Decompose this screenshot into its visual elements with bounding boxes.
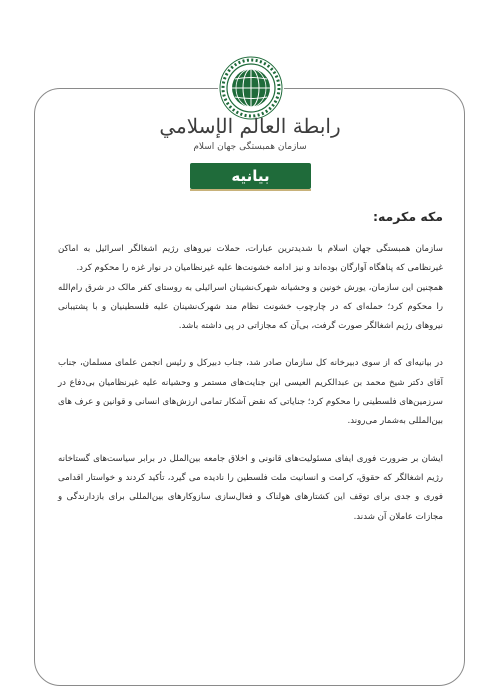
paragraph: همچنین این سازمان، یورش خونین و وحشیانه شهرک‌نشینان اسرائیلی به روستای کفر مالک در شرق رام‌الله را محکوم کرد؛ حمله‌ای که در چارچوب خشونت نظام مند شهرک‌نشینان علیه فلسطینیان و با پشتیبانی نیروهای رژیم اشغالگر صورت گرفت، بی‌آن که مجازاتی در پی داشته باشد. xyxy=(58,282,443,332)
dateline: مکه مکرمه: xyxy=(372,209,443,224)
paragraph: در بیانیه‌ای که از سوی دبیرخانه کل سازمان صادر شد، جناب دبیرکل و رئیس انجمن علمای مسلمان، جناب آقای دکتر شیخ محمد بن عبدالکریم العیسی این جنایت‌های مستمر و وحشیانه علیه غیرنظامیان بی‌دفاع در سرزمین‌های فلسطینی را محکوم کرد؛ جنایاتی که نقض آشکار تمامی ارزش‌های انسانی و قوانین و عرف های بین‌المللی به‌شمار می‌روند. xyxy=(57,358,443,427)
statement-body xyxy=(58,208,443,545)
logo xyxy=(218,55,284,121)
org-name-arabic: رابطة العالم الإسلامي xyxy=(159,114,341,138)
paragraph: سازمان همبستگی جهان اسلام با شدیدترین عبارات، حملات نیروهای رژیم اشغالگر اسرائیل به اماکن غیرنظامی که پناهگاه آوارگان بوده‌اند و نیز ادامه خشونت‌ها علیه غیرنظامیان در نوار غزه را محکوم کرد. xyxy=(58,244,443,274)
title-underline xyxy=(190,189,311,191)
globe-emblem-icon xyxy=(218,55,284,121)
org-name-persian: سازمان همبستگی جهان اسلام xyxy=(193,142,307,152)
document-title-badge: بیانیه xyxy=(190,163,311,189)
paragraph: ایشان بر ضرورت فوری ایفای مسئولیت‌های قانونی و اخلاق جامعه بین‌الملل در برابر سیاست‌های گستاخانه رژیم اشغالگر که حقوق، کرامت و انسانیت ملت فلسطین را نادیده می گیرد، تأکید کردند و خواستار اقدامی فوری و جدی برای توقف این کشتارهای هولناک و فعال‌سازی سازوکارهای بین‌المللی برای بازدارندگی و مجازات عاملان آن شدند. xyxy=(58,453,443,522)
